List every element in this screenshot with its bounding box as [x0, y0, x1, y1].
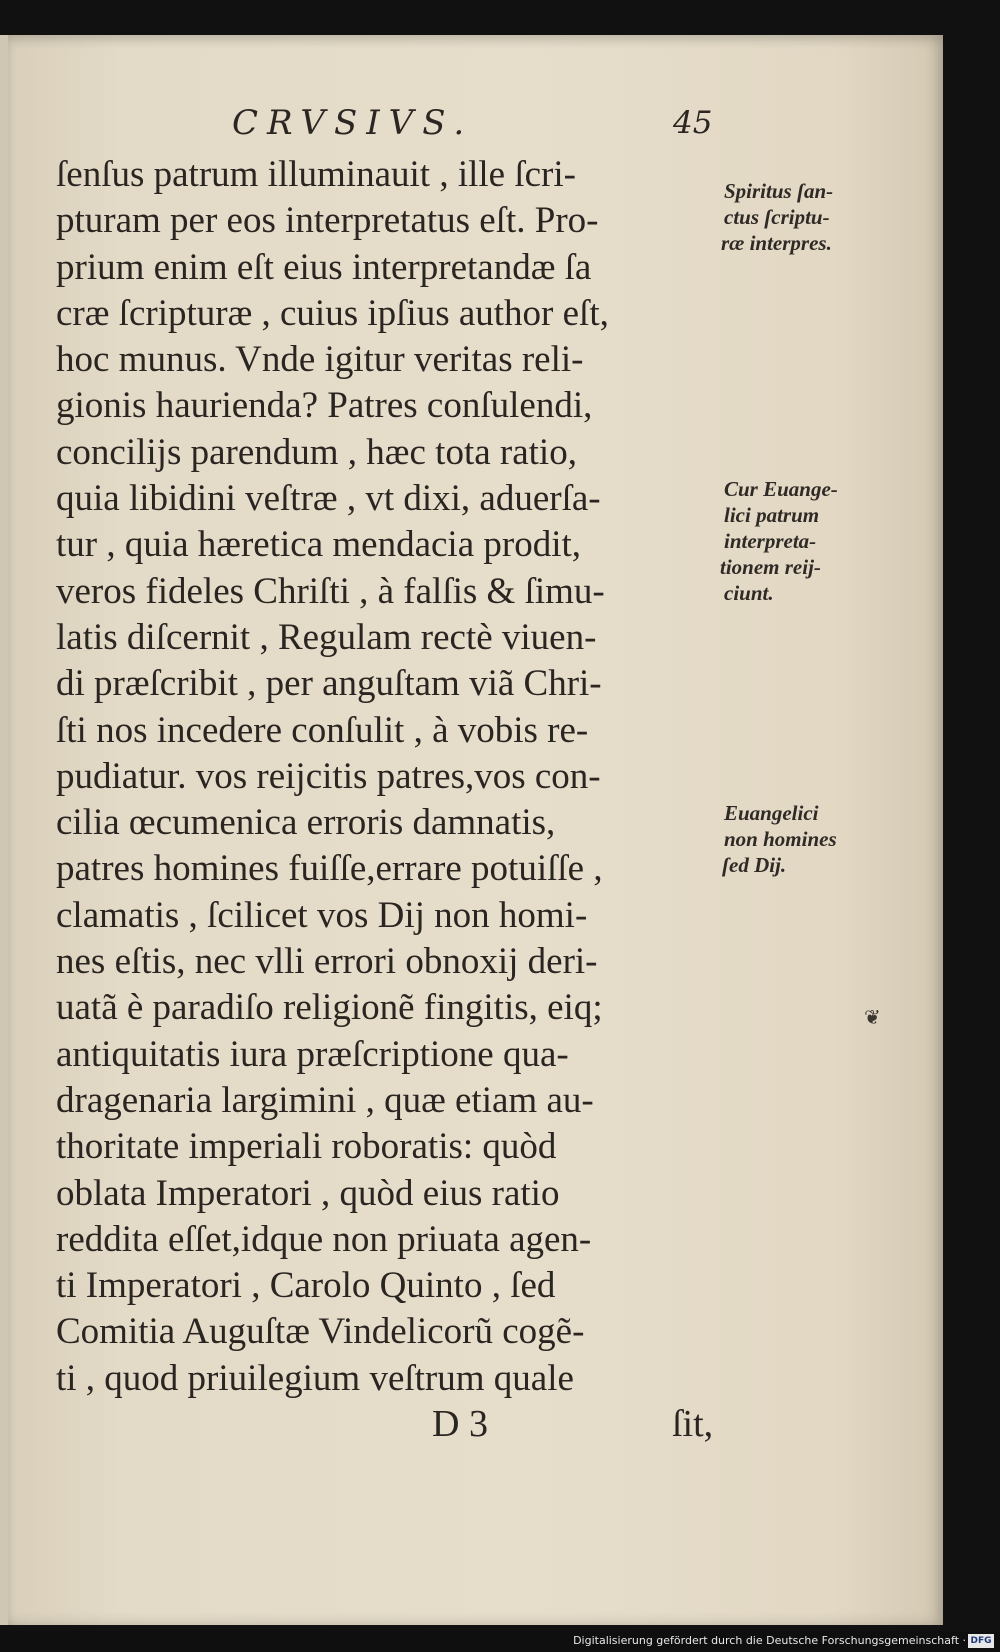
- marginal-note: [721, 178, 884, 256]
- marginal-note-line: interpreta-: [724, 529, 817, 553]
- marginal-note-line: ſed Dij.: [722, 853, 787, 877]
- text-line: tur , quia hæretica mendacia prodit,: [56, 524, 582, 566]
- text-line: veros fideles Chriſti , à falſis & ſimu-: [56, 570, 605, 612]
- text-line: cræ ſcripturæ , cuius ipſius author eſt,: [56, 292, 609, 334]
- marginal-note-line: Euangelici: [724, 801, 819, 825]
- marginal-note-line: ræ interpres.: [721, 231, 832, 255]
- dfg-logo: DFG: [968, 1634, 994, 1648]
- text-line: prium enim eſt eius interpretandæ ſa: [56, 246, 592, 288]
- marginal-note: [720, 476, 884, 606]
- text-line: dragenaria largimini , quæ etiam au-: [56, 1079, 594, 1121]
- ornament-mark: ❦: [864, 1005, 881, 1029]
- marginal-note-line: ciunt.: [724, 581, 774, 605]
- text-line: hoc munus. Vnde igitur veritas reli-: [56, 339, 584, 381]
- running-title: CRVSIVS.: [232, 103, 474, 143]
- signature-mark: D 3: [432, 1403, 488, 1445]
- text-line: ti , quod priuilegium veſtrum quale: [56, 1357, 574, 1399]
- catchword: ſit,: [672, 1403, 714, 1445]
- marginal-notes: [720, 0, 884, 1600]
- page-number: 45: [673, 105, 713, 141]
- credit-text: Digitalisierung gefördert durch die Deutsche Forschungsgemeinschaft ·: [573, 1634, 966, 1647]
- text-line: oblata Imperatori , quòd eius ratio: [56, 1172, 560, 1214]
- text-line: cilia œcumenica erroris damnatis,: [56, 802, 556, 844]
- page-edge: [0, 35, 8, 1625]
- text-line: quia libidini veſtræ , vt dixi, aduerſa-: [56, 478, 601, 520]
- text-line: clamatis , ſcilicet vos Dij non homi-: [56, 894, 588, 936]
- page-footer: [0, 1402, 1000, 1448]
- marginal-note-line: Cur Euange-: [724, 477, 838, 501]
- marginal-note-line: non homines: [724, 827, 837, 851]
- marginal-note-line: lici patrum: [724, 503, 820, 527]
- text-line: ſti nos incedere conſulit , à vobis re-: [56, 709, 589, 751]
- text-line: di præſcribit , per anguſtam viã Chri-: [56, 663, 602, 705]
- text-line: concilijs parendum , hæc tota ratio,: [56, 431, 577, 473]
- main-text-block: [56, 152, 726, 1402]
- text-line: reddita eſſet,idque non priuata agen-: [56, 1218, 592, 1260]
- marginal-note-line: Spiritus ſan-: [724, 179, 834, 203]
- text-line: nes eſtis, nec vlli errori obnoxij deri-: [56, 941, 598, 983]
- text-line: ſenſus patrum illuminauit , ille ſcri-: [56, 154, 576, 195]
- text-line: pturam per eos interpretatus eſt. Pro-: [56, 200, 599, 242]
- marginal-note-line: ctus ſcriptu-: [724, 205, 830, 229]
- text-line: Comitia Auguſtæ Vindelicorũ cogẽ-: [56, 1311, 585, 1353]
- text-line: ti Imperatori , Carolo Quinto , ſed: [56, 1265, 556, 1307]
- text-line: latis diſcernit , Regulam rectè viuen-: [56, 616, 597, 658]
- marginal-note: [724, 800, 884, 878]
- text-line: patres homines fuiſſe,errare potuiſſe ,: [56, 848, 603, 890]
- text-line: thoritate imperiali roboratis: quòd: [56, 1126, 557, 1168]
- text-line: antiquitatis iura præſcriptione qua-: [56, 1033, 569, 1075]
- text-line: uatã è paradiſo religionẽ fingitis, eiq;: [56, 987, 603, 1029]
- marginal-note-line: tionem reij-: [720, 555, 821, 579]
- digitization-credit-bar: [0, 1631, 1000, 1652]
- text-line: gionis haurienda? Patres conſulendi,: [56, 385, 593, 427]
- text-line: pudiatur. vos reijcitis patres,vos con-: [56, 755, 601, 797]
